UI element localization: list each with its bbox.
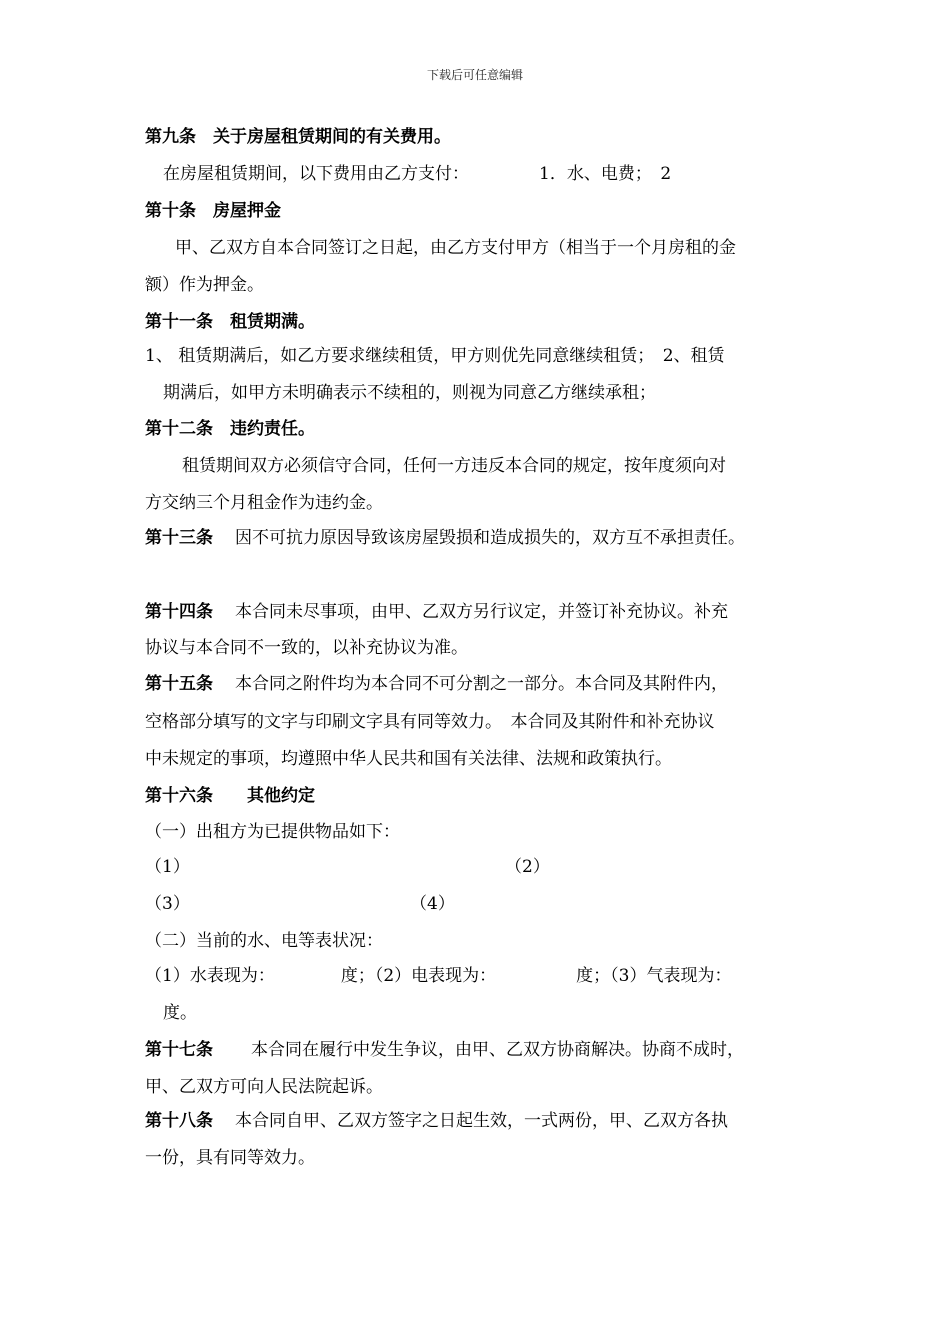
article-10-line-2: 额）作为押金。	[145, 275, 264, 295]
meter-line-end: 度。	[163, 1003, 197, 1023]
article-9-line-1	[163, 163, 671, 185]
article-14-text: 本合同未尽事项，由甲、乙双方另行议定，并签订补充协议。补充	[235, 602, 728, 622]
gas-meter-label: 度；（3）气表现为：	[576, 966, 732, 986]
article-16-line-2: （二）当前的水、电等表状况：	[145, 931, 383, 951]
article-12-title: 第十二条 违约责任。	[145, 419, 315, 439]
article-17-label: 第十七条	[145, 1040, 213, 1060]
article-16-line-1: （一）出租方为已提供物品如下：	[145, 822, 400, 842]
article-18-label: 第十八条	[145, 1111, 213, 1131]
item-4-label: （4）	[410, 894, 455, 914]
article-18-line-1	[145, 1110, 728, 1132]
article-18-line-2: 一份，具有同等效力。	[145, 1148, 315, 1168]
article-13-text: 因不可抗力原因导致该房屋毁损和造成损失的，双方互不承担责任。	[235, 528, 745, 548]
article-9-text: 在房屋租赁期间，以下费用由乙方支付：	[163, 164, 469, 184]
article-11-title: 第十一条 租赁期满。	[145, 312, 315, 332]
article-11-line-1: 1、 租赁期满后，如乙方要求继续租赁，甲方则优先同意继续租赁； 2、租赁	[145, 346, 725, 366]
article-12-line-2: 方交纳三个月租金作为违约金。	[145, 493, 383, 513]
item-1-label: （1）	[145, 857, 190, 877]
article-15-line-2: 空格部分填写的文字与印刷文字具有同等效力。 本合同及其附件和补充协议	[145, 712, 715, 732]
article-18-text: 本合同自甲、乙双方签字之日起生效，一式两份，甲、乙双方各执	[235, 1111, 728, 1131]
meter-line	[145, 965, 731, 987]
item-2-label: （2）	[505, 857, 550, 877]
article-14-line-1	[145, 601, 728, 623]
article-14-line-2: 协议与本合同不一致的，以补充协议为准。	[145, 638, 468, 658]
article-13	[145, 527, 745, 549]
article-15-label: 第十五条	[145, 674, 213, 694]
article-17-line-2: 甲、乙双方可向人民法院起诉。	[145, 1077, 383, 1097]
water-meter-label: （1）水表现为：	[145, 966, 275, 986]
article-15-text: 本合同之附件均为本合同不可分割之一部分。本合同及其附件内，	[235, 674, 728, 694]
article-17-line-1	[145, 1039, 744, 1061]
article-12-line-1: 租赁期间双方必须信守合同，任何一方违反本合同的规定，按年度须向对	[182, 456, 726, 476]
article-15-line-3: 中未规定的事项，均遵照中华人民共和国有关法律、法规和政策执行。	[145, 749, 672, 769]
article-10-title: 第十条 房屋押金	[145, 201, 281, 221]
article-9-title: 第九条 关于房屋租赁期间的有关费用。	[145, 127, 451, 147]
article-11-line-2: 期满后，如甲方未明确表示不续租的，则视为同意乙方继续承租；	[163, 383, 656, 403]
article-13-label: 第十三条	[145, 528, 213, 548]
article-15-line-1	[145, 673, 728, 695]
article-9-items: 1．水、电费； 2	[539, 164, 672, 184]
article-17-text: 本合同在履行中发生争议，由甲、乙双方协商解决。协商不成时，	[251, 1040, 744, 1060]
article-16-title: 第十六条 其他约定	[145, 786, 315, 806]
article-14-label: 第十四条	[145, 602, 213, 622]
electric-meter-label: 度；（2）电表现为：	[340, 966, 497, 986]
article-10-line-1: 甲、乙双方自本合同签订之日起，由乙方支付甲方（相当于一个月房租的金	[175, 238, 736, 258]
item-3-label: （3）	[145, 894, 190, 914]
page-header: 下载后可任意编辑	[426, 68, 523, 82]
